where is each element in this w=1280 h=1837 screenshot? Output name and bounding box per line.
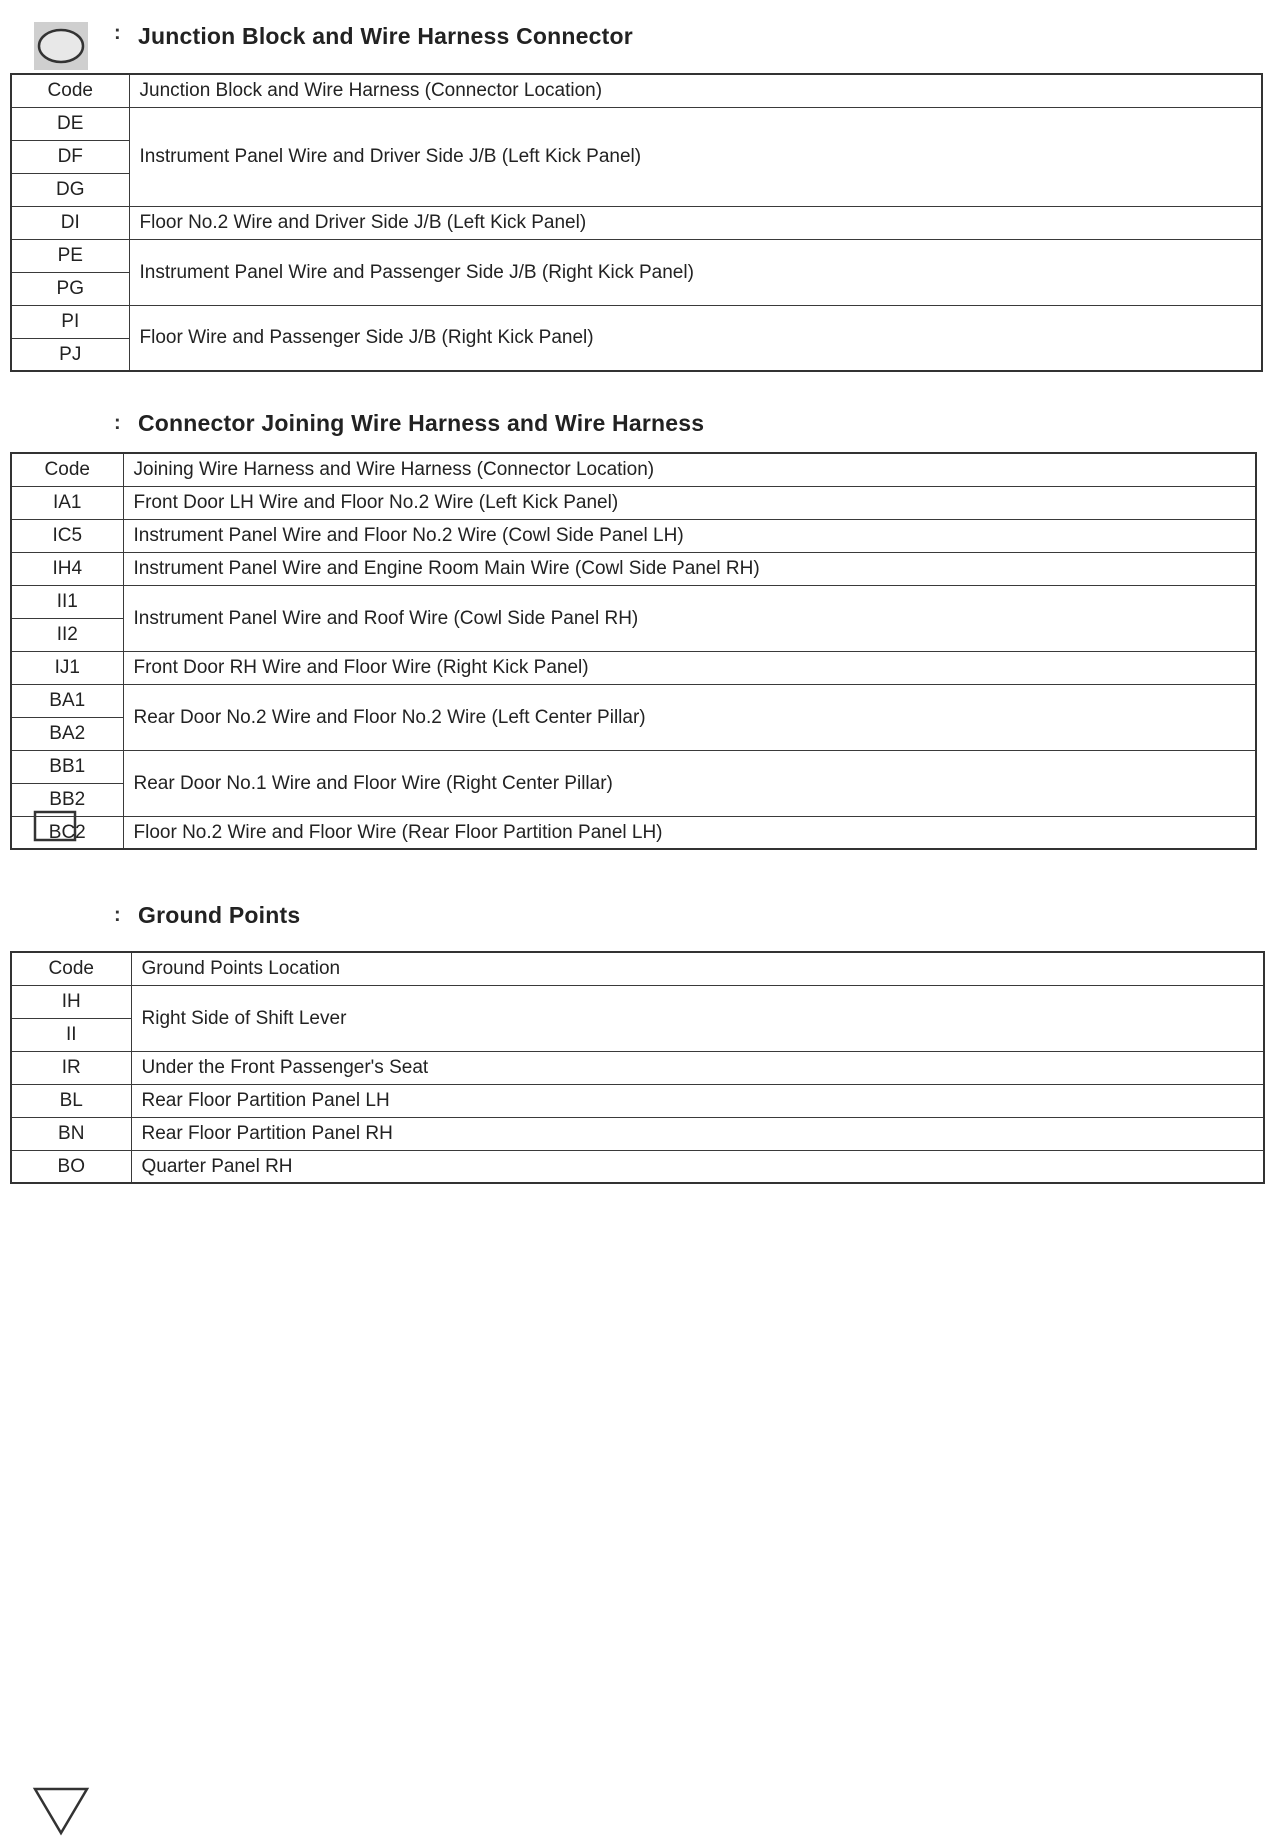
table-row [11,1051,1264,1084]
junction-block-section-header [0,10,1280,60]
code-cell: BA2 [11,717,123,750]
header-colon: : [114,904,121,926]
location-description-cell: Floor Wire and Passenger Side J/B (Right Kick Panel) [129,305,1262,371]
code-cell: BL [11,1084,131,1117]
table-header-row [11,453,1256,486]
location-description-cell: Instrument Panel Wire and Engine Room Main Wire (Cowl Side Panel RH) [123,552,1256,585]
code-cell: PE [11,239,129,272]
code-cell: BB1 [11,750,123,783]
code-cell: BN [11,1117,131,1150]
code-cell: II [11,1018,131,1051]
table-row [11,1084,1264,1117]
column-header-description: Junction Block and Wire Harness (Connector Location) [129,74,1262,107]
table-row [11,1150,1264,1183]
connector-table [10,452,1257,850]
junction-block-icon [34,22,88,70]
table-row [11,206,1262,239]
section-title-junction-block: Junction Block and Wire Harness Connector [138,23,633,49]
location-description-cell: Floor No.2 Wire and Driver Side J/B (Left Kick Panel) [129,206,1262,239]
code-cell: II1 [11,585,123,618]
header-colon: : [114,412,121,434]
table-row [11,985,1264,1018]
table-row [11,519,1256,552]
code-cell: IH [11,985,131,1018]
code-cell: DF [11,140,129,173]
header-colon: : [114,22,121,44]
table-row [11,552,1256,585]
code-cell: II2 [11,618,123,651]
location-description-cell: Instrument Panel Wire and Roof Wire (Cowl Side Panel RH) [123,585,1256,651]
table-row [11,305,1262,338]
location-description-cell: Right Side of Shift Lever [131,985,1264,1051]
location-description-cell: Front Door RH Wire and Floor Wire (Right Kick Panel) [123,651,1256,684]
ground-points-table [10,951,1265,1184]
section-title-ground: Ground Points [138,902,301,928]
column-header-code: Code [11,74,129,107]
code-cell: BO [11,1150,131,1183]
code-cell: IR [11,1051,131,1084]
location-description-cell: Rear Door No.2 Wire and Floor No.2 Wire (Left Center Pillar) [123,684,1256,750]
code-cell: IA1 [11,486,123,519]
location-description-cell: Quarter Panel RH [131,1150,1264,1183]
table-header-row [11,74,1262,107]
code-cell: IJ1 [11,651,123,684]
location-description-cell: Instrument Panel Wire and Driver Side J/B (Left Kick Panel) [129,107,1262,206]
location-description-cell: Under the Front Passenger's Seat [131,1051,1264,1084]
ground-triangle-icon [32,1785,90,1837]
location-description-cell: Rear Floor Partition Panel RH [131,1117,1264,1150]
code-cell: DG [11,173,129,206]
table-row [11,816,1256,849]
code-cell: IC5 [11,519,123,552]
table-row [11,684,1256,717]
code-cell: PG [11,272,129,305]
code-cell: BC2 [11,816,123,849]
column-header-description: Joining Wire Harness and Wire Harness (Connector Location) [123,453,1256,486]
section-title-connector: Connector Joining Wire Harness and Wire Harness [138,410,705,436]
table-row [11,107,1262,140]
column-header-description: Ground Points Location [131,952,1264,985]
table-row [11,239,1262,272]
location-description-cell: Rear Door No.1 Wire and Floor Wire (Right Center Pillar) [123,750,1256,816]
column-header-code: Code [11,453,123,486]
code-cell: DE [11,107,129,140]
code-cell: DI [11,206,129,239]
location-description-cell: Front Door LH Wire and Floor No.2 Wire (Left Kick Panel) [123,486,1256,519]
code-cell: IH4 [11,552,123,585]
table-row [11,651,1256,684]
table-row [11,486,1256,519]
connector-section-header [0,400,1280,450]
column-header-code: Code [11,952,131,985]
location-description-cell: Instrument Panel Wire and Floor No.2 Wire (Cowl Side Panel LH) [123,519,1256,552]
table-row [11,585,1256,618]
code-cell: BA1 [11,684,123,717]
code-cell: PI [11,305,129,338]
table-row [11,1117,1264,1150]
location-description-cell: Floor No.2 Wire and Floor Wire (Rear Floor Partition Panel LH) [123,816,1256,849]
junction-block-table [10,73,1263,372]
code-cell: PJ [11,338,129,371]
location-description-cell: Instrument Panel Wire and Passenger Side J/B (Right Kick Panel) [129,239,1262,305]
table-header-row [11,952,1264,985]
ground-section-header [0,892,1280,942]
location-description-cell: Rear Floor Partition Panel LH [131,1084,1264,1117]
table-row [11,750,1256,783]
code-cell: BB2 [11,783,123,816]
